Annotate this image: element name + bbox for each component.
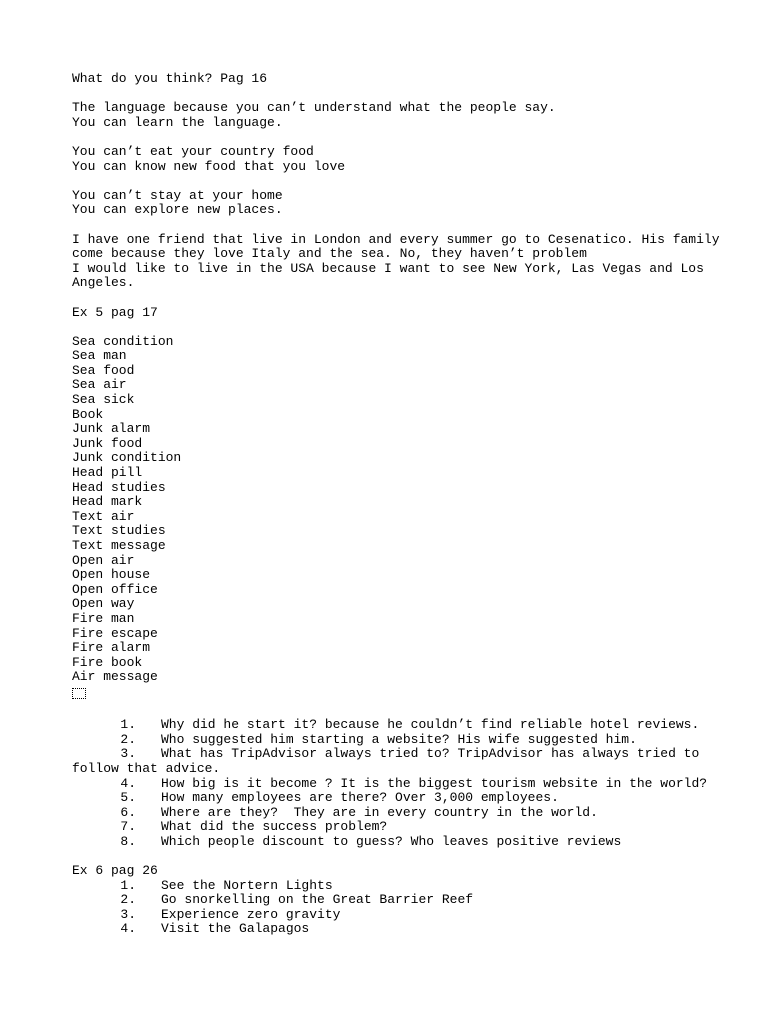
list-number: 2.: [120, 731, 136, 747]
list-number: 3.: [120, 906, 136, 922]
word-item: Open air: [72, 552, 135, 568]
word-list: [72, 335, 712, 685]
spacer: [72, 704, 712, 719]
list-item-line: [72, 747, 712, 762]
text-line: You can’t eat your country food: [72, 143, 314, 159]
spacer: [72, 291, 712, 306]
list-item-line: [72, 733, 712, 748]
word-item: Head mark: [72, 494, 143, 510]
text-line: You can explore new places.: [72, 202, 283, 218]
list-item: [72, 835, 712, 850]
section-heading: Ex 6 pag 26: [72, 863, 158, 879]
word-item: Junk alarm: [72, 421, 151, 437]
list-item: [72, 806, 712, 821]
word-item: Sea food: [72, 362, 135, 378]
list-text: Go snorkelling on the Great Barrier Reef: [161, 892, 474, 908]
list-text: How many employees are there? Over 3,000 employees.: [161, 790, 559, 806]
list-item-line: [72, 908, 712, 923]
list-item-line: [72, 806, 712, 821]
paragraph-line: I would like to live in the USA because I want to see New York, Las Vegas and Los: [72, 260, 704, 276]
list-text-continuation: follow that advice.: [72, 760, 221, 776]
list-item-line: [72, 820, 712, 835]
word-item: Fire escape: [72, 625, 158, 641]
list-item: [72, 908, 712, 923]
word-item: Open office: [72, 581, 158, 597]
word-item: Junk condition: [72, 450, 182, 466]
list-number: 7.: [120, 819, 136, 835]
list-item-line: [72, 835, 712, 850]
list-item: [72, 777, 712, 792]
word-item: Air message: [72, 669, 158, 685]
list-text: See the Nortern Lights: [161, 877, 333, 893]
word-item: Open house: [72, 567, 151, 583]
list-number: 1.: [120, 717, 136, 733]
word-item: Fire man: [72, 610, 135, 626]
word-item: Junk food: [72, 435, 143, 451]
word-item: Fire alarm: [72, 640, 151, 656]
list-item: [72, 791, 712, 806]
section-heading: What do you think? Pag 16: [72, 71, 268, 86]
list-item: [72, 733, 712, 748]
spacer: [72, 320, 712, 335]
document-page: [72, 71, 720, 937]
list-item: [72, 893, 712, 908]
list-item: [72, 718, 712, 733]
word-item: Text message: [72, 538, 166, 553]
list-item-line: [72, 922, 712, 937]
word-item: Open way: [72, 596, 135, 612]
word-item: Sea air: [72, 377, 127, 393]
text-line: The language because you can’t understand what the people say.: [72, 100, 556, 116]
list-number: 8.: [120, 833, 136, 849]
list-number: 5.: [120, 790, 136, 806]
spacer: [72, 174, 712, 189]
list-item-line: [72, 879, 712, 894]
list-number: 3.: [120, 746, 136, 762]
object-placeholder-icon: [72, 685, 712, 704]
list-number: 1.: [120, 877, 136, 893]
paragraph-line: come because they love Italy and the sea. No, they haven’t problem: [72, 246, 587, 262]
list-text: Visit the Galapagos: [161, 921, 310, 937]
list-text: Why did he start it? because he couldn’t find reliable hotel reviews.: [161, 717, 700, 733]
text-line: You can learn the language.: [72, 114, 283, 130]
goals-list: [72, 879, 712, 937]
word-item: Head pill: [72, 465, 143, 481]
word-item: Sea condition: [72, 333, 174, 349]
list-item: [72, 747, 712, 776]
paragraph-line: Angeles.: [72, 275, 135, 291]
list-item: [72, 820, 712, 835]
list-item-line: [72, 718, 712, 733]
list-item-line: [72, 777, 712, 792]
word-item: Fire book: [72, 654, 143, 670]
list-number: 6.: [120, 804, 136, 820]
word-item: Text studies: [72, 523, 166, 539]
word-item: Head studies: [72, 479, 166, 495]
list-text: What has TripAdvisor always tried to? TripAdvisor has always tried to: [161, 746, 700, 762]
list-number: 2.: [120, 892, 136, 908]
list-text: Which people discount to guess? Who leaves positive reviews: [161, 833, 622, 849]
list-item: [72, 879, 712, 894]
word-item: Book: [72, 406, 104, 422]
qa-list: [72, 718, 712, 849]
spacer: [72, 130, 712, 145]
list-text: How big is it become ? It is the biggest tourism website in the world?: [161, 775, 708, 791]
list-text: What did the success problem?: [161, 819, 388, 835]
list-number: 4.: [120, 775, 136, 791]
list-item-line: [72, 791, 712, 806]
word-item: Text air: [72, 508, 135, 524]
paragraph-line: I have one friend that live in London and every summer go to Cesenatico. His family: [72, 231, 720, 247]
section-heading: Ex 5 pag 17: [72, 304, 158, 320]
list-item: [72, 922, 712, 937]
list-text: Who suggested him starting a website? His wife suggested him.: [161, 731, 637, 747]
spacer: [72, 849, 712, 864]
text-line: You can know new food that you love: [72, 158, 346, 174]
list-number: 4.: [120, 921, 136, 937]
word-item: Sea man: [72, 348, 127, 364]
list-item-line: [72, 893, 712, 908]
word-item: Sea sick: [72, 392, 135, 408]
list-text: Where are they? They are in every country in the world.: [161, 804, 598, 820]
list-text: Experience zero gravity: [161, 906, 341, 922]
spacer: [72, 87, 712, 102]
text-line: You can’t stay at your home: [72, 187, 283, 203]
spacer: [72, 218, 712, 233]
